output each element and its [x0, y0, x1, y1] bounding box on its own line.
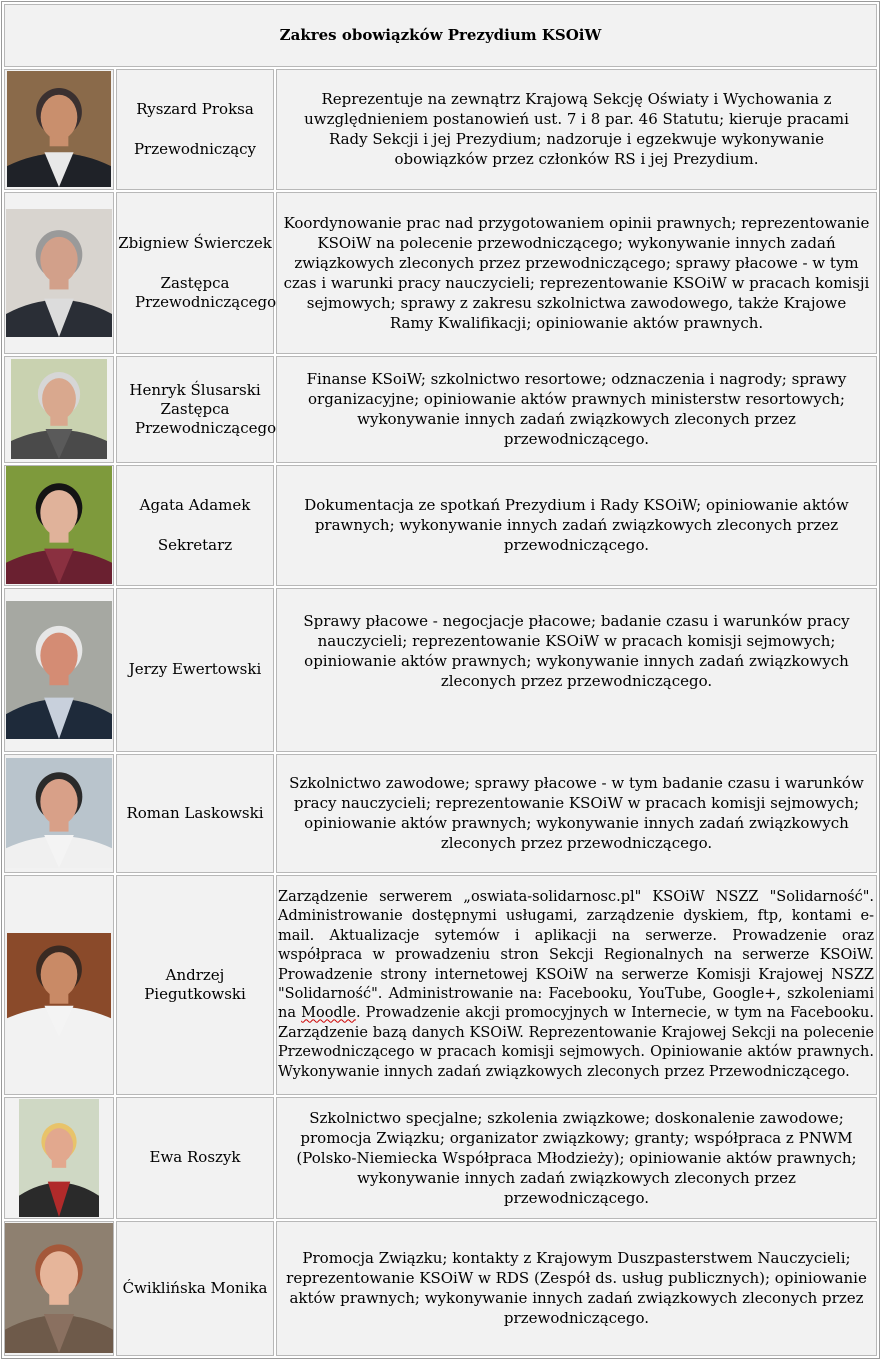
- table-row: [4, 192, 877, 354]
- table-row: [4, 465, 877, 586]
- member-cell: [116, 754, 274, 873]
- portrait-photo: [6, 466, 112, 584]
- table-row: [4, 1097, 877, 1218]
- portrait-photo: [6, 758, 112, 868]
- member-cell: [116, 69, 274, 190]
- member-name: Jerzy Ewertowski: [128, 660, 262, 679]
- member-role: Przewodniczący: [133, 139, 257, 158]
- portrait-photo: [7, 933, 111, 1037]
- member-role: Sekretarz: [157, 535, 233, 554]
- duties-text: . Prowadzenie akcji promocyjnych w Internecie, w tym na Facebooku. Zarządzenie bazą danych KSOiW. Reprezentowanie Krajowej Sekcji na polecenie Przewodniczącego w pracach komisji sejmowych. Opiniowanie aktów prawnych. Wykonywanie innych zadań związkowych zleconych przez Przewodniczącego.: [278, 1005, 874, 1080]
- portrait-photo: [19, 1099, 99, 1217]
- portrait-photo: [7, 71, 111, 187]
- portrait-photo: [6, 209, 112, 337]
- portrait-photo: [6, 601, 112, 739]
- photo-cell: [4, 356, 114, 463]
- member-name: Henryk Ślusarski: [129, 380, 261, 399]
- photo-cell: [4, 754, 114, 873]
- member-role: Zastępca Przewodniczącego: [135, 273, 277, 311]
- member-duties: Koordynowanie prac nad przygotowaniem opinii prawnych; reprezentowanie KSOiW na polecenie przewodniczącego; wykonywanie innych zadań związkowych zleconych przez przewodniczącego; sprawy płacowe - w tym czas i warunki pracy nauczycieli; reprezentowanie KSOiW w pracach komisji sejmowych; sprawy z zakresu szkolnictwa zawodowego, także Krajowe Ramy Kwalifikacji; opiniowanie aktów prawnych.: [276, 192, 877, 354]
- member-name: Zbigniew Świerczek: [118, 233, 272, 252]
- member-duties: Promocja Związku; kontakty z Krajowym Duszpasterstwem Nauczycieli; reprezentowanie KSOiW w RDS (Zespół ds. usług publicznych); opiniowanie aktów prawnych; wykonywanie innych zadań związkowych zleconych przez przewodniczącego.: [276, 1221, 877, 1357]
- portrait-photo: [11, 359, 107, 459]
- table-row: [4, 1221, 877, 1357]
- member-duties: Finanse KSoiW; szkolnictwo resortowe; odznaczenia i nagrody; sprawy organizacyjne; opiniowanie aktów prawnych ministerstw resortowych; wykonywanie innych zadań związkowych zleconych przez przewodniczącego.: [276, 356, 877, 463]
- member-cell: [116, 356, 277, 463]
- member-name: Roman Laskowski: [126, 803, 264, 822]
- member-name: Andrzej Piegutkowski: [144, 966, 246, 1004]
- table-row: [4, 875, 877, 1095]
- member-duties: Szkolnictwo zawodowe; sprawy płacowe - w tym badanie czasu i warunków pracy nauczycieli; reprezentowanie KSOiW w pracach komisji sejmowych; opiniowanie aktów prawnych; wykonywanie innych zadań związkowych zleconych przez przewodniczącego.: [276, 754, 877, 873]
- duties-underlined-word: Moodle: [301, 1005, 356, 1022]
- table-row: [4, 356, 877, 463]
- table-row: [4, 754, 877, 873]
- member-name: Ewa Roszyk: [149, 1148, 241, 1167]
- photo-cell: [4, 1221, 114, 1357]
- member-duties: Szkolnictwo specjalne; szkolenia związkowe; doskonalenie zawodowe; promocja Związku; organizator związkowy; granty; współpraca z PNWM (Polsko-Niemiecka Współpraca Młodzieży); opiniowanie aktów prawnych; wykonywanie innych zadań związkowych zleconych przez przewodniczącego.: [276, 1097, 877, 1218]
- member-cell: [116, 192, 277, 354]
- duties-text: Zarządzenie serwerem „oswiata-solidarnosc.pl" KSOiW NSZZ "Solidarność". Administrowanie dostępnymi usługami, zarządzenie dyskiem, ftp, kontami e- mail. Aktualizacje sytemów i aplikacji na serwerze. Prowadzenie oraz współpraca w prowadzeniu stron Sekcji Regionalnych na serwerze KSOiW. Prowadzenie strony internetowej KSOiW na serwerze Komisji Krajowej NSZZ "Solidarność". Administrowanie na: Facebooku, YouTube, Google+, szkoleniami na: [278, 889, 874, 1022]
- table-row: [4, 588, 877, 752]
- member-duties: Dokumentacja ze spotkań Prezydium i Rady KSOiW; opiniowanie aktów prawnych; wykonywanie innych zadań związkowych zleconych przez przewodniczącego.: [276, 465, 877, 586]
- member-name: Agata Adamek: [139, 495, 251, 514]
- member-cell: [116, 465, 274, 586]
- member-duties: Sprawy płacowe - negocjacje płacowe; badanie czasu i warunków pracy nauczycieli; reprezentowanie KSOiW w pracach komisji sejmowych; opiniowanie aktów prawnych; wykonywanie innych zadań związkowych zleconych przez przewodniczącego.: [276, 588, 877, 752]
- member-cell: [116, 875, 274, 1095]
- member-name: Ryszard Proksa: [136, 99, 254, 118]
- photo-cell: [4, 875, 114, 1095]
- member-role: Zastępca Przewodniczącego: [135, 399, 277, 437]
- member-name: Ćwiklińska Monika: [122, 1278, 268, 1297]
- table-row: [4, 69, 877, 190]
- member-cell: [116, 588, 274, 752]
- member-cell: [116, 1097, 274, 1218]
- photo-cell: [4, 1097, 114, 1218]
- member-duties: Reprezentuje na zewnątrz Krajową Sekcję Oświaty i Wychowania z uwzględnieniem postanowień ust. 7 i 8 par. 46 Statutu; kieruje pracami Rady Sekcji i jej Prezydium; nadzoruje i egzekwuje wykonywanie obowiązków przez członków RS i jej Prezydium.: [276, 69, 877, 190]
- portrait-photo: [5, 1223, 113, 1353]
- member-cell: [116, 1221, 274, 1357]
- photo-cell: [4, 69, 114, 190]
- photo-cell: [4, 465, 114, 586]
- photo-cell: [4, 192, 114, 354]
- photo-cell: [4, 588, 114, 752]
- member-duties: [276, 875, 877, 1095]
- duties-table: [1, 1, 880, 1359]
- table-title: Zakres obowiązków Prezydium KSOiW: [4, 4, 877, 67]
